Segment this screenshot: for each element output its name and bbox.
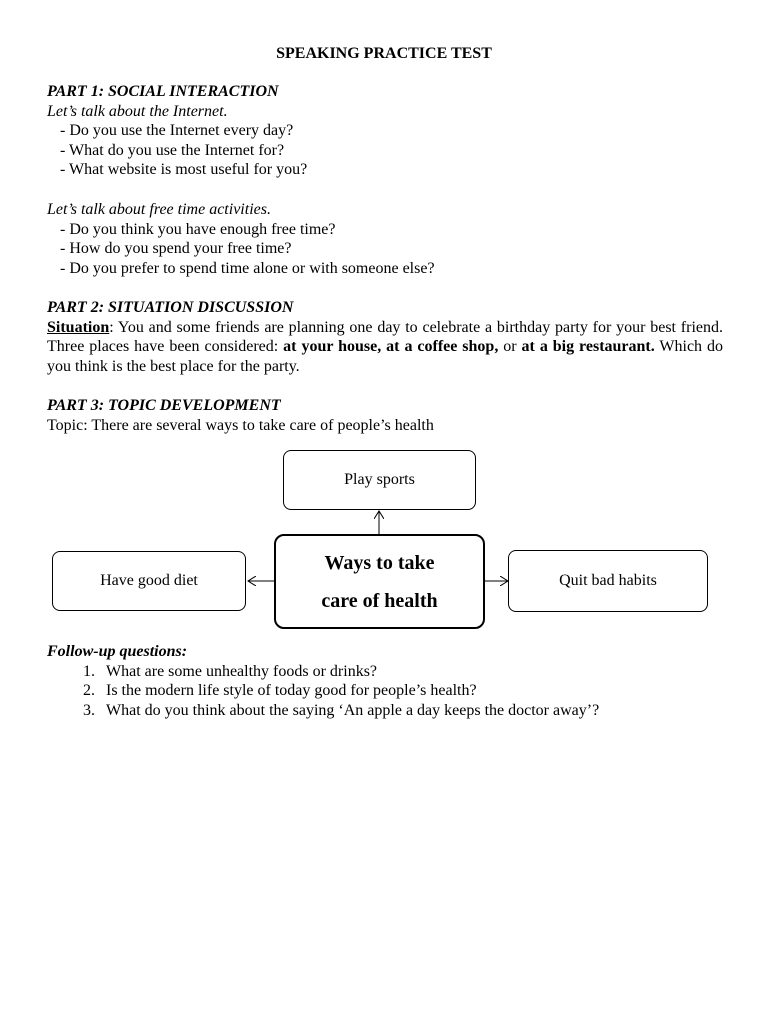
situation-or: or xyxy=(498,338,522,356)
node-right xyxy=(508,550,708,612)
part3-heading: PART 3: TOPIC DEVELOPMENT xyxy=(47,397,281,414)
node-center-line1: Ways to take xyxy=(324,551,435,574)
list-item: - Do you think you have enough free time? xyxy=(60,220,336,238)
list-item xyxy=(47,681,723,701)
situation-place-2: at a big restaurant. xyxy=(521,338,655,356)
list-text: What do you think about the saying ‘An apple a day keeps the doctor away’? xyxy=(106,701,600,719)
part1-section xyxy=(47,82,723,180)
node-center-line2: care of health xyxy=(321,589,438,612)
list-item xyxy=(47,701,723,721)
list-number: 3. xyxy=(83,701,95,719)
part3-topic: Topic: There are several ways to take care of people’s health xyxy=(47,416,434,434)
part3-section xyxy=(47,396,723,435)
part1-topic2-questions xyxy=(47,220,723,279)
list-item: - Do you prefer to spend time alone or with someone else? xyxy=(60,259,435,277)
node-center xyxy=(274,534,485,629)
list-text: Is the modern life style of today good for people’s health? xyxy=(106,682,477,700)
part1-topic2-section xyxy=(47,200,723,278)
part1-topic1-intro: Let’s talk about the Internet. xyxy=(47,102,228,120)
document-title: SPEAKING PRACTICE TEST xyxy=(276,45,492,62)
list-number: 1. xyxy=(83,662,95,680)
node-right-label: Quit bad habits xyxy=(559,572,657,590)
part1-topic2-intro: Let’s talk about free time activities. xyxy=(47,201,271,218)
part2-heading: PART 2: SITUATION DISCUSSION xyxy=(47,299,294,316)
followup-section xyxy=(47,642,723,720)
followup-questions xyxy=(47,662,723,721)
part1-topic1-questions xyxy=(47,121,723,180)
part2-section xyxy=(47,298,723,376)
followup-heading: Follow-up questions: xyxy=(47,643,188,660)
situation-label: Situation xyxy=(47,318,110,336)
node-top-label: Play sports xyxy=(344,471,415,489)
node-left xyxy=(52,551,246,611)
situation-text-1: : You and some friends are planning one day to celebrate a birthday party for your best friend. Three places have been considered: xyxy=(47,318,723,356)
list-item: - What do you use the Internet for? xyxy=(60,141,285,159)
list-text: What are some unhealthy foods or drinks? xyxy=(106,662,378,680)
list-number: 2. xyxy=(83,682,95,700)
node-left-label: Have good diet xyxy=(100,572,198,590)
situation-text-2: Which do you think is the best place for the party. xyxy=(47,338,723,375)
situation-place-1: at your house, at a coffee shop, xyxy=(283,338,499,356)
list-item xyxy=(47,662,723,682)
list-item: - What website is most useful for you? xyxy=(60,161,308,179)
situation-paragraph xyxy=(47,318,723,377)
node-top xyxy=(283,450,476,510)
list-item: - How do you spend your free time? xyxy=(60,240,292,258)
list-item: - Do you use the Internet every day? xyxy=(60,122,294,140)
part1-heading: PART 1: SOCIAL INTERACTION xyxy=(47,83,279,100)
